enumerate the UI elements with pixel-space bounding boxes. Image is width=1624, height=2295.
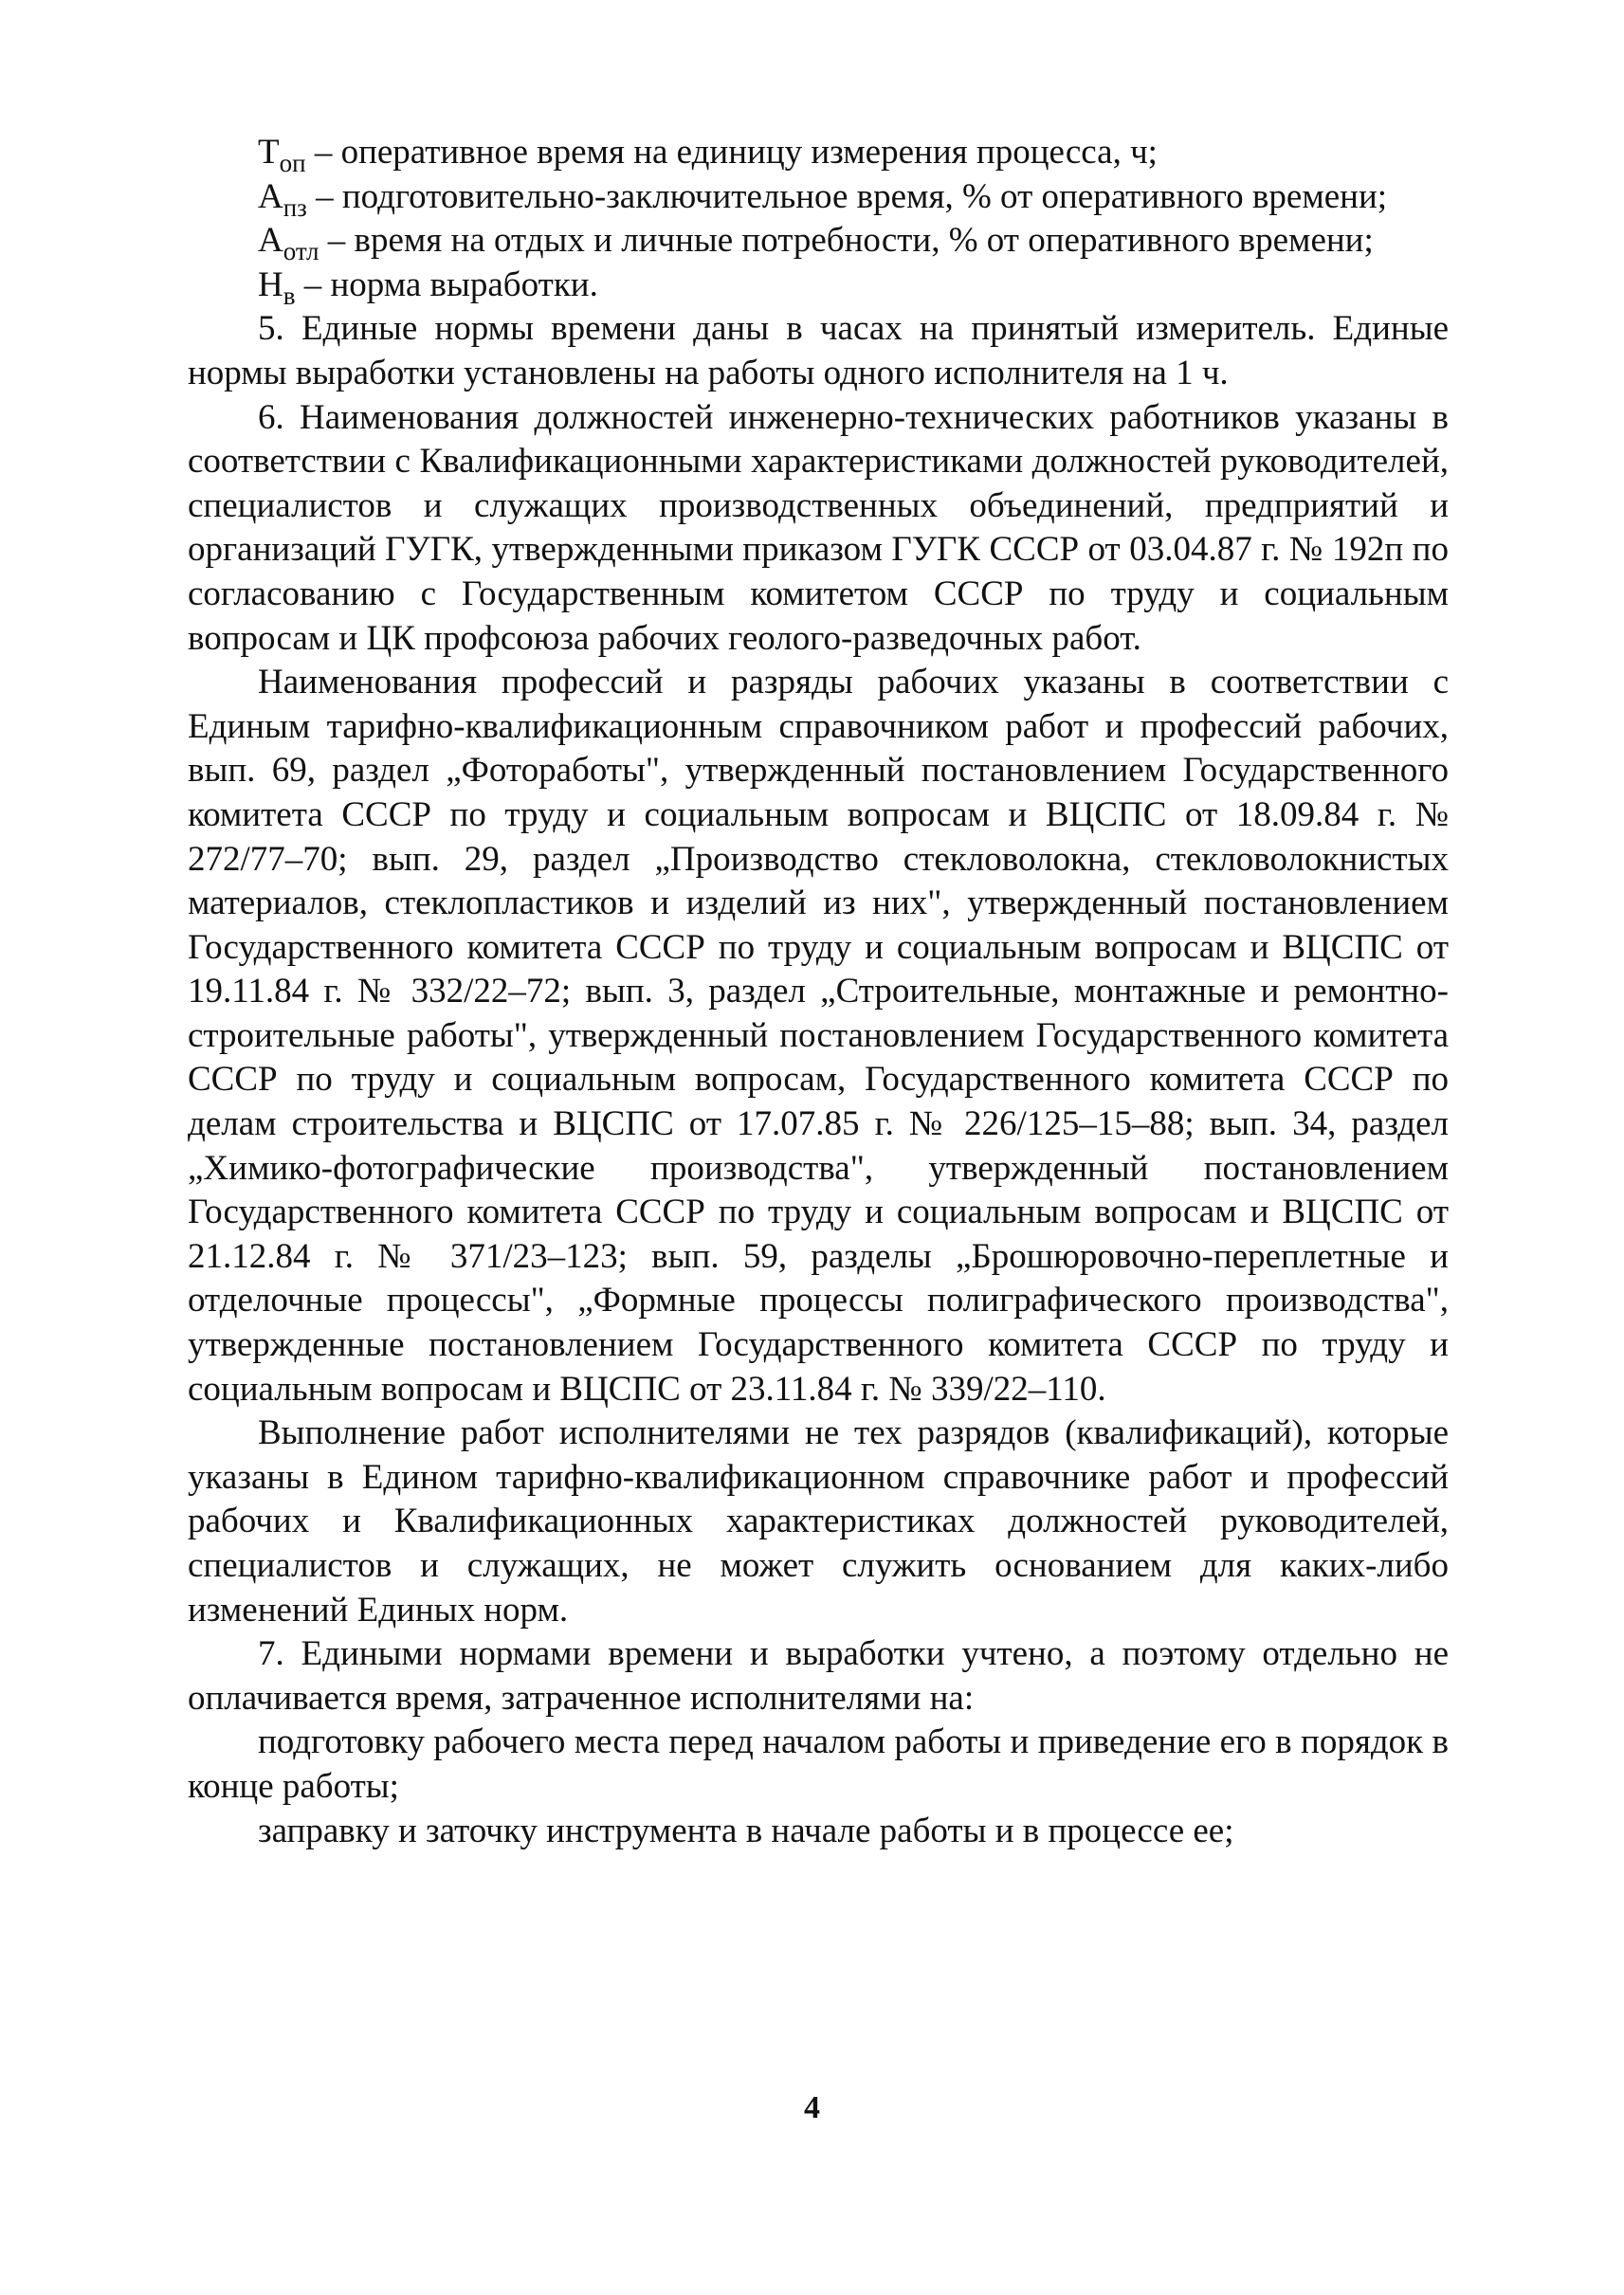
paragraph-professions: Наименования профессий и разряды рабочих указаны в соответствии с Единым тарифно-квалификационным справочником работ и профессий рабочих, вып. 69, раздел „Фоторaботы", утвержденный постановлением Государственного комитета СССР по труду и социальным вопросам и ВЦСПС от 18.09.84 г. № 272/77–70; вып. 29, раздел „Производство стекловолокна, стекловолокнистых материалов, стеклопластиков и изделий из них", утвержденный постановлением Государственного комитета СССР по труду и социальным вопросам и ВЦСПС от 19.11.84 г. № 332/22–72; вып. 3, раздел „Строительные, монтажные и ремонтно-строительные работы", утвержденный постановлением Государственного комитета СССР по труду и социальным вопросам, Государственного комитета СССР по делам строительства и ВЦСПС от 17.07.85 г. № 226/125–15–88; вып. 34, раздел „Химико-фотографические производства", утвержденный постановлением Государственного комитета СССР по труду и социальным вопросам и ВЦСПС от 21.12.84 г. № 371/23–123; вып. 59, разделы „Брошюровочно-переплетные и отделочные процессы", „Формные процессы полиграфического производства", утвержденные постановлением Государственного комитета СССР по труду и социальным вопросам и ВЦСПС от 23.11.84 г. № 339/22–110. (188, 663, 1449, 1409)
paragraph-tool-sharpening: заправку и заточку инструмента в начале работы и в процессе ее; (258, 1811, 1234, 1850)
definition-n-v (188, 264, 1449, 308)
definition-t-op (188, 131, 1449, 175)
paragraph-workplace-prep: подготовку рабочего места перед началом работы и приведение его в порядок в конце работы; (188, 1722, 1449, 1806)
paragraph-item-6: 6. Наименования должностей инженерно-технических работников указаны в соответствии с Квалификационными характеристиками должностей руководителей, специалистов и служащих производственных объединений, предприятий и организаций ГУГК, утвержденными приказом ГУГК СССР от 03.04.87 г. № 192п по согласованию с Государственным комитетом СССР по труду и социальным вопросам и ЦК профсоюза рабочих геолого-разведочных работ. (188, 397, 1449, 658)
page-number: 4 (804, 2090, 820, 2125)
definition-symbol: А (258, 176, 283, 216)
definition-text: – подготовительно-заключительное время, % от оперативного времени; (306, 176, 1388, 216)
definition-symbol: Н (258, 264, 283, 304)
paragraph-item-7: 7. Едиными нормами времени и выработки учтено, а поэтому отдельно не оплачивается время, затраченное исполнителями на: (188, 1634, 1449, 1718)
definition-subscript: оп (279, 149, 306, 177)
definition-subscript: отл (283, 237, 319, 266)
paragraph-qualification: Выполнение работ исполнителями не тех разрядов (квалификаций), которые указаны в Едином тарифно-квалификационном справочнике работ и профессий рабочих и Квалификационных характеристиках должностей руководителей, специалистов и служащих, не может служить основанием для каких-либо изменений Единых норм. (188, 1413, 1449, 1630)
definition-a-otl (188, 219, 1449, 264)
body-text (188, 131, 1449, 1853)
definition-text: – норма выработки. (295, 264, 598, 304)
definition-subscript: в (283, 281, 296, 310)
definition-text: – оперативное время на единицу измерения процесса, ч; (305, 133, 1158, 172)
definition-text: – время на отдых и личные потребности, % от оперативного времени; (319, 221, 1374, 261)
paragraph-item-5: 5. Единые нормы времени даны в часах на принятый измеритель. Единые нормы выработки установлены на работы одного исполнителя на 1 ч. (188, 309, 1449, 392)
definition-symbol: Т (258, 133, 280, 172)
definition-symbol: А (258, 221, 283, 261)
definition-a-pz (188, 175, 1449, 220)
definition-subscript: пз (283, 192, 307, 222)
